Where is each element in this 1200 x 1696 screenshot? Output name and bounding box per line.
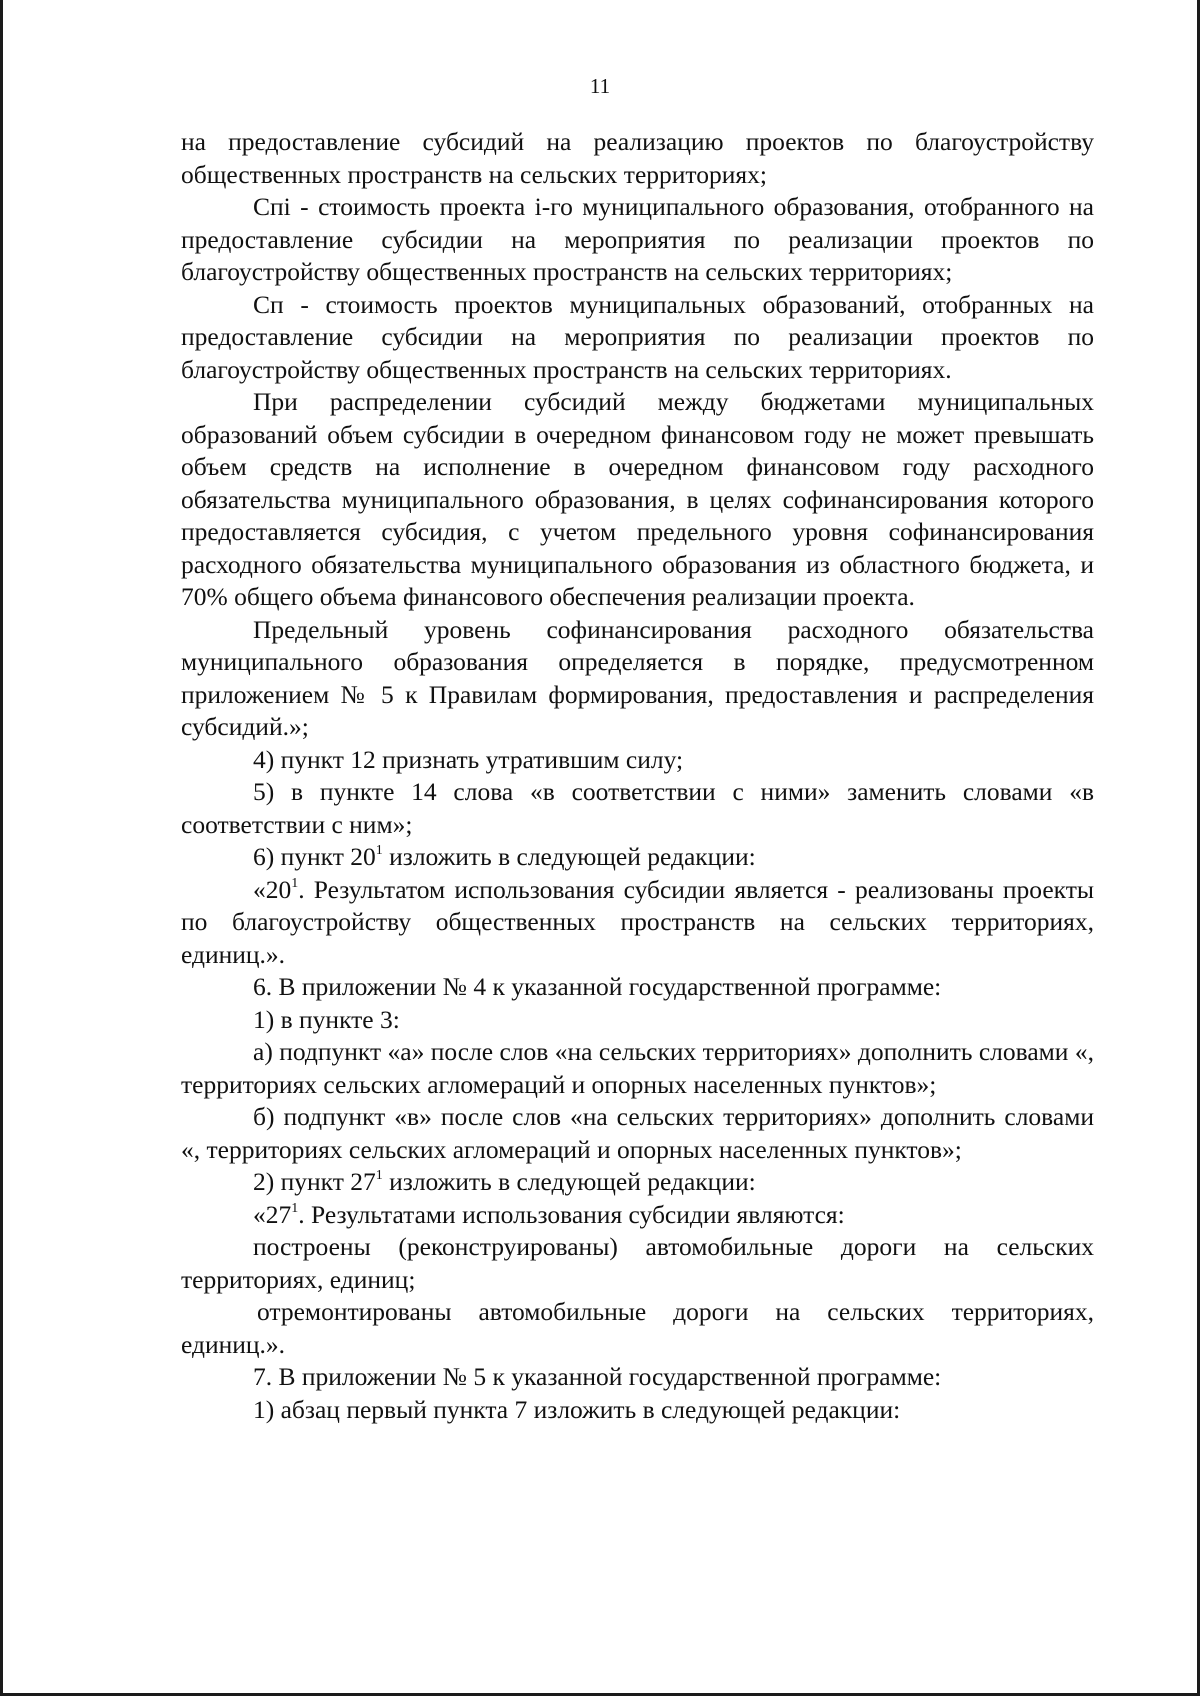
paragraph-1: на предоставление субсидий на реализацию проектов по благоустройству общественных пространств на сельских территориях;: [181, 127, 1094, 189]
page-number: 11: [589, 74, 611, 98]
paragraph-5: Предельный уровень софинансирования расходного обязательства муниципального образования определяется в порядке, предусмотренном приложением № 5 к Правилам формирования, предоставления и распределения субсидий.»;: [181, 614, 1094, 741]
paragraph-2: Спi - стоимость проекта i-го муниципального образования, отобранного на предоставление субсидии на мероприятия по реализации проектов по благоустройству общественных пространств на сельских территориях;: [181, 192, 1094, 286]
paragraph-3: Сп - стоимость проектов муниципальных образований, отобранных на предоставление субсидии на мероприятия по реализации проектов по благоустройству общественных пространств на сельских территориях.: [181, 289, 1094, 384]
paragraph-14-lead: 2) пункт 27: [253, 1167, 376, 1196]
paragraph-15-tail: . Результатами использования субсидии являются:: [298, 1199, 845, 1229]
paragraph-14: [181, 1166, 1094, 1199]
paragraph-9-lead: «20: [253, 874, 292, 904]
paragraph-16: построены (реконструированы) автомобильные дороги на сельских территориях, единиц;: [181, 1232, 1094, 1294]
paragraph-14-tail: изложить в следующей редакции:: [382, 1167, 756, 1196]
paragraph-9-tail: . Результатом использования субсидии является - реализованы проекты по благоустройству общественных пространств на сельских территориях, единиц.».: [181, 874, 1094, 969]
paragraph-11: 1) в пункте 3:: [253, 1004, 400, 1034]
paragraph-8-lead: 6) пункт 20: [253, 842, 376, 871]
paragraph-15-lead: «27: [253, 1199, 292, 1229]
paragraph-8-tail: изложить в следующей редакции:: [382, 842, 756, 871]
paragraph-8-superscript: 1: [375, 843, 383, 858]
paragraph-15-superscript: 1: [291, 1200, 299, 1216]
paragraph-14-superscript: 1: [375, 1168, 383, 1183]
paragraph-7: 5) в пункте 14 слова «в соответствии с ними» заменить словами «в соответствии с ним»;: [181, 777, 1094, 839]
paragraph-18: 7. В приложении № 5 к указанной государственной программе:: [253, 1362, 942, 1391]
paragraph-9: [181, 874, 1094, 972]
paragraph-9-superscript: 1: [291, 875, 299, 891]
paragraph-8: [181, 841, 1094, 874]
paragraph-17: отремонтированы автомобильные дороги на сельских территориях, единиц.».: [181, 1297, 1094, 1359]
paragraph-4: При распределении субсидий между бюджетами муниципальных образований объем субсидии в очередном финансовом году не может превышать объем средств на исполнение в очередном финансовом году расходного обязательства муниципального образования, в целях софинансирования которого предоставляется субсидия, с учетом предельного уровня софинансирования расходного обязательства муниципального образования из областного бюджета, и 70% общего объема финансового обеспечения реализации проекта.: [181, 387, 1094, 611]
paragraph-19: 1) абзац первый пункта 7 изложить в следующей редакции:: [253, 1394, 901, 1424]
paragraph-6: 4) пункт 12 признать утратившим силу;: [253, 744, 684, 774]
document-body: [181, 126, 1094, 1426]
paragraph-15: [181, 1199, 1094, 1232]
paragraph-13: б) подпункт «в» после слов «на сельских территориях» дополнить словами «, территориях сельских агломераций и опорных населенных пунктов»;: [181, 1102, 1094, 1164]
paragraph-10: 6. В приложении № 4 к указанной государственной программе:: [253, 972, 942, 1001]
paragraph-12: а) подпункт «а» после слов «на сельских территориях» дополнить словами «, территориях сельских агломераций и опорных населенных пунктов»;: [181, 1037, 1094, 1099]
